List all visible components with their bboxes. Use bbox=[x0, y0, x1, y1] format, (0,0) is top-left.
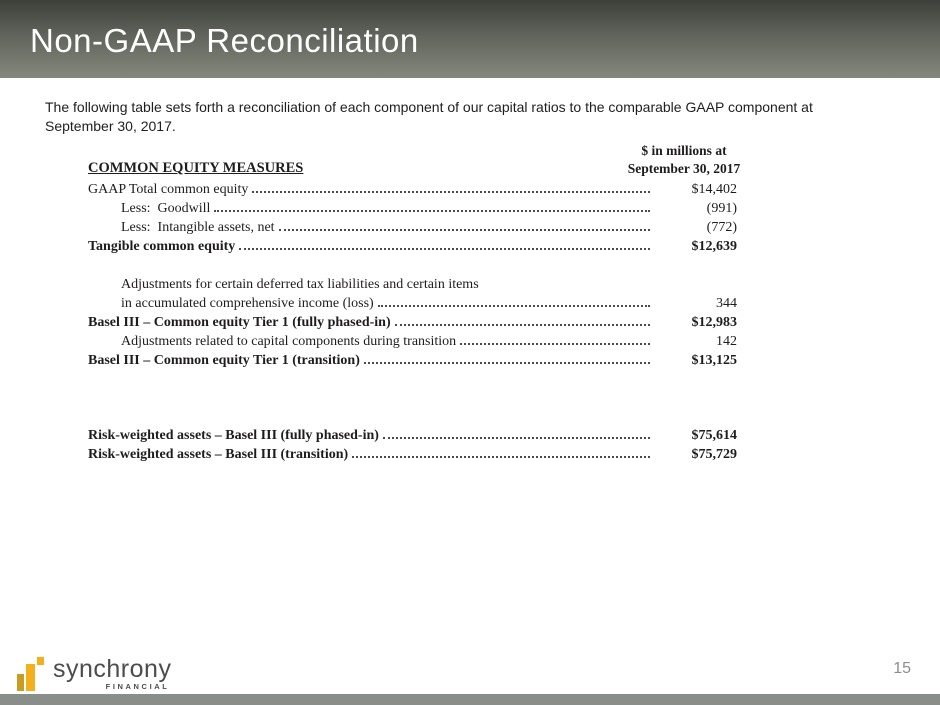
row-label: Less: Goodwill bbox=[121, 201, 211, 216]
dot-leader bbox=[352, 456, 650, 458]
row-label: in accumulated comprehensive income (loss) bbox=[121, 296, 374, 311]
page-number: 15 bbox=[893, 660, 911, 677]
logo-bar-tall bbox=[26, 664, 35, 691]
logo-bar-short bbox=[17, 674, 24, 691]
row-value: $13,125 bbox=[691, 353, 737, 368]
row-label: Basel III – Common equity Tier 1 (fully phased-in) bbox=[88, 315, 391, 330]
dot-leader bbox=[378, 305, 650, 307]
intro-text: The following table sets forth a reconciliation of each component of our capital ratios to the comparable GAAP component at September 30, 2017. bbox=[45, 99, 813, 134]
slide-header bbox=[0, 0, 940, 78]
synchrony-bars-icon bbox=[17, 657, 45, 691]
synchrony-logo bbox=[17, 657, 171, 691]
row-label: Less: Intangible assets, net bbox=[121, 220, 275, 235]
table-row bbox=[88, 296, 737, 315]
row-value: (991) bbox=[706, 201, 737, 216]
logo-text-block bbox=[53, 655, 172, 691]
row-value: $14,402 bbox=[691, 182, 737, 197]
value-header-line1: $ in millions at bbox=[641, 143, 727, 158]
row-label: Tangible common equity bbox=[88, 239, 236, 254]
row-value: 142 bbox=[716, 334, 737, 349]
table-row bbox=[88, 334, 737, 353]
table-body bbox=[88, 182, 737, 466]
table-row bbox=[88, 277, 737, 296]
table-row bbox=[88, 182, 737, 201]
row-value: 344 bbox=[716, 296, 737, 311]
dot-leader bbox=[460, 343, 650, 345]
row-label: Risk-weighted assets – Basel III (transition) bbox=[88, 447, 349, 462]
table-header bbox=[88, 142, 741, 178]
slide-title: Non-GAAP Reconciliation bbox=[30, 22, 419, 59]
dot-leader bbox=[395, 324, 650, 326]
footer-bar bbox=[0, 694, 940, 705]
table-row bbox=[88, 447, 737, 466]
dot-leader bbox=[279, 229, 650, 231]
row-label: Adjustments for certain deferred tax liabilities and certain items bbox=[121, 277, 479, 292]
table-gap bbox=[88, 258, 737, 277]
table-row bbox=[88, 239, 737, 258]
table-value-header bbox=[618, 142, 750, 178]
logo-square bbox=[37, 657, 44, 665]
value-header-line2: September 30, 2017 bbox=[627, 161, 741, 176]
table-row bbox=[88, 220, 737, 239]
table-row bbox=[88, 428, 737, 447]
table-row bbox=[88, 353, 737, 372]
row-label: Adjustments related to capital components during transition bbox=[121, 334, 457, 349]
reconciliation-table bbox=[88, 142, 741, 466]
table-section-header: COMMON EQUITY MEASURES bbox=[88, 160, 304, 176]
row-value: $75,729 bbox=[691, 447, 737, 462]
row-value: (772) bbox=[706, 220, 737, 235]
dot-leader bbox=[239, 248, 650, 250]
dot-leader bbox=[252, 191, 650, 193]
table-row bbox=[88, 315, 737, 334]
row-value: $12,983 bbox=[691, 315, 737, 330]
row-value: $12,639 bbox=[691, 239, 737, 254]
table-gap bbox=[88, 372, 737, 428]
row-label: GAAP Total common equity bbox=[88, 182, 249, 197]
row-value: $75,614 bbox=[691, 428, 737, 443]
logo-wordmark: synchrony bbox=[53, 655, 172, 683]
row-label: Risk-weighted assets – Basel III (fully phased-in) bbox=[88, 428, 379, 443]
dot-leader bbox=[364, 362, 650, 364]
dot-leader bbox=[383, 437, 650, 439]
dot-leader bbox=[214, 210, 650, 212]
logo-subtext: FINANCIAL bbox=[105, 682, 170, 691]
row-label: Basel III – Common equity Tier 1 (transition) bbox=[88, 353, 360, 368]
table-row bbox=[88, 201, 737, 220]
